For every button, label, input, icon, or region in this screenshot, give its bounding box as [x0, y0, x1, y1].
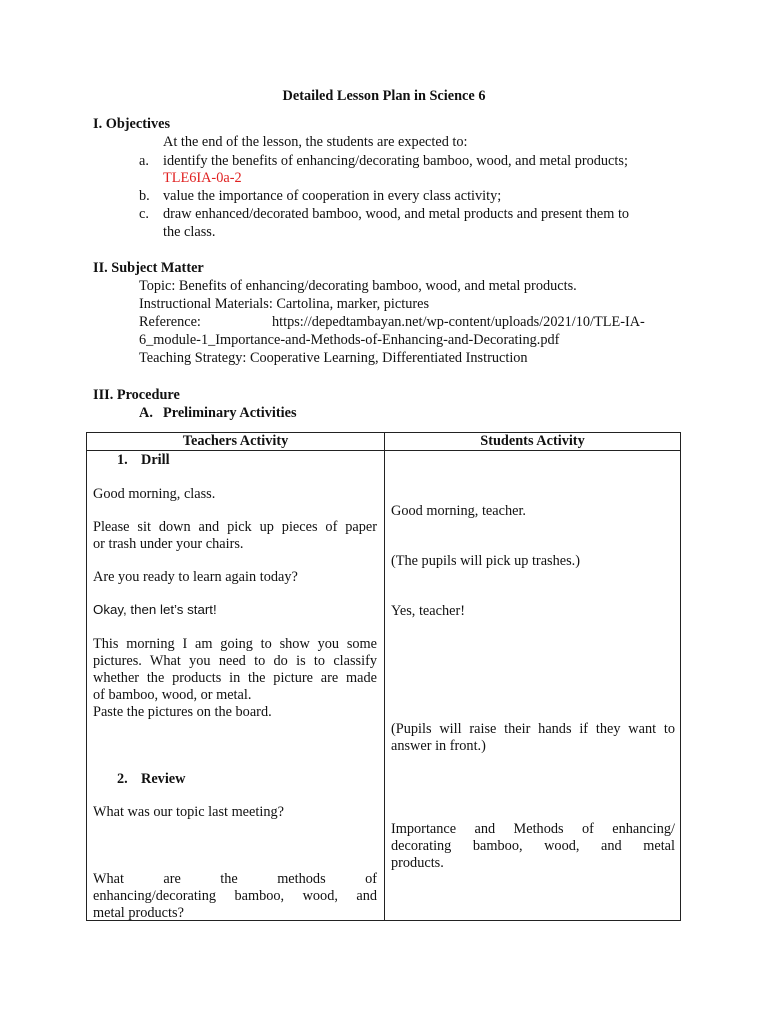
reference-label: Reference: — [139, 314, 201, 330]
teacher-pictures-line-2: pictures. What you need to do is to classify — [93, 653, 377, 669]
student-pick-up: (The pupils will pick up trashes.) — [391, 553, 581, 569]
student-importance-line-1: Importance and Methods of enhancing/ — [391, 821, 675, 837]
review-marker: 2. — [117, 771, 128, 787]
objectives-intro: At the end of the lesson, the students are expected to: — [163, 134, 468, 150]
subject-matter-heading: II. Subject Matter — [93, 260, 204, 276]
objective-c-text: draw enhanced/decorated bamboo, wood, and metal products and present them to — [163, 206, 630, 222]
preliminary-heading: Preliminary Activities — [163, 405, 297, 421]
teacher-sit-line-1: Please sit down and pick up pieces of paper — [93, 519, 377, 535]
student-raise-line-2: answer in front.) — [391, 738, 486, 754]
drill-marker: 1. — [117, 452, 128, 468]
student-raise-line-1: (Pupils will raise their hands if they want to — [391, 721, 675, 737]
teacher-greeting: Good morning, class. — [93, 486, 216, 502]
objective-a-marker: a. — [139, 153, 149, 169]
teacher-topic-question: What was our topic last meeting? — [93, 804, 284, 820]
teacher-methods-line-1: What are the methods of — [93, 871, 377, 887]
reference-url-line-2: 6_module-1_Importance-and-Methods-of-Enhancing-and-Decorating.pdf — [139, 332, 560, 348]
subject-strategy: Teaching Strategy: Cooperative Learning, Differentiated Instruction — [139, 350, 528, 366]
teacher-pictures-line-1: This morning I am going to show you some — [93, 636, 377, 652]
student-importance-line-2: decorating bamboo, wood, and metal — [391, 838, 675, 854]
objective-c-text-continued: the class. — [163, 224, 216, 240]
student-greeting: Good morning, teacher. — [391, 503, 526, 519]
objective-b-marker: b. — [139, 188, 150, 204]
objective-b-text: value the importance of cooperation in every class activity; — [163, 188, 502, 204]
teacher-methods-line-3: metal products? — [93, 905, 184, 921]
subject-topic: Topic: Benefits of enhancing/decorating bamboo, wood, and metal products. — [139, 278, 577, 294]
student-importance-line-3: products. — [391, 855, 444, 871]
teacher-pictures-line-4: of bamboo, wood, or metal. — [93, 687, 252, 703]
student-yes-teacher: Yes, teacher! — [391, 603, 465, 619]
teacher-methods-line-2: enhancing/decorating bamboo, wood, and — [93, 888, 377, 904]
table-column-divider — [384, 433, 385, 920]
table-header-divider — [87, 450, 680, 451]
activities-table — [86, 432, 681, 921]
teacher-paste-pictures: Paste the pictures on the board. — [93, 704, 272, 720]
teacher-ready-question: Are you ready to learn again today? — [93, 569, 298, 585]
subject-materials: Instructional Materials: Cartolina, marker, pictures — [139, 296, 430, 312]
drill-heading: Drill — [141, 452, 170, 468]
teacher-sit-line-2: or trash under your chairs. — [93, 536, 244, 552]
teachers-activity-header: Teachers Activity — [182, 433, 289, 449]
reference-url-line-1: https://depedtambayan.net/wp-content/uploads/2021/10/TLE-IA- — [272, 314, 645, 330]
students-activity-header: Students Activity — [480, 433, 585, 449]
competency-code: TLE6IA-0a-2 — [163, 170, 242, 186]
page-title: Detailed Lesson Plan in Science 6 — [282, 88, 486, 104]
objective-a-text: identify the benefits of enhancing/decorating bamboo, wood, and metal products; — [163, 153, 628, 169]
preliminary-marker: A. — [139, 405, 153, 421]
objective-c-marker: c. — [139, 206, 149, 222]
procedure-heading: III. Procedure — [93, 387, 180, 403]
teacher-lets-start: Okay, then let’s start! — [93, 602, 217, 617]
teacher-pictures-line-3: whether the products in the picture are made — [93, 670, 377, 686]
objectives-heading: I. Objectives — [93, 116, 171, 132]
review-heading: Review — [141, 771, 186, 787]
